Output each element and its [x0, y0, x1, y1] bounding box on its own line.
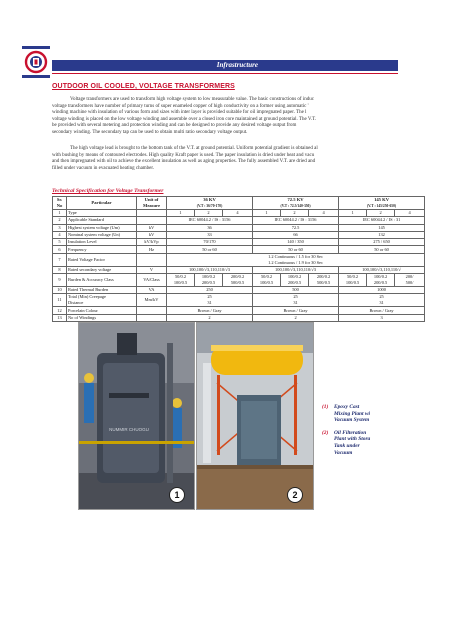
cell-unit: [137, 314, 167, 321]
value-text: 1.2 Continuous / 1.9 for 30 Sec: [268, 259, 323, 265]
value-text: 1: [351, 210, 354, 216]
cell-unit: [137, 307, 167, 314]
value-text: 50/0.2: [346, 274, 359, 280]
cell-particular: [67, 314, 137, 321]
cell-srno: 5: [53, 239, 67, 246]
cell-value: [339, 239, 425, 246]
cell-value: [339, 294, 425, 307]
caption-1: [322, 404, 402, 424]
paragraph-line: voltage winding is placed on the low voltage winding and assemble over a closed iron core maintained at ground potential. The V.T.: [52, 116, 317, 122]
value-text: 33: [207, 232, 212, 238]
value-text: 36: [207, 224, 212, 230]
epoxy-plant-illustration: [79, 323, 194, 509]
cell-unit: [137, 217, 167, 224]
cell-value: [339, 266, 425, 273]
paragraph-line: filled under vacuum in evacuated heating chamber.: [52, 165, 155, 171]
cell-unit: kV: [137, 231, 167, 238]
cell-value: [195, 210, 223, 217]
cell-value: [167, 217, 253, 224]
particular-text: Insulation Level: [68, 239, 97, 245]
value-text: 50/0.2: [174, 274, 187, 280]
cell-value: [281, 210, 309, 217]
paragraph-line: with bushing by means of contoured electrodes. High quality Kraft paper is used. The paper insulation is dried under heat and vacu: [52, 152, 315, 158]
cell-particular: [67, 217, 137, 224]
value-text: 200/: [405, 274, 414, 280]
paragraph-line: The high voltage lead is brought to the bottom tank of the V.T. at ground potential. Uniform potential gradient is obtained al: [70, 146, 318, 151]
value-text: 200/0.2: [316, 274, 331, 280]
value-text: 66: [293, 232, 298, 238]
caption-number: (2): [322, 429, 329, 436]
value-text: 4: [408, 210, 411, 216]
cell-unit: VA: [137, 287, 167, 294]
value-text: 100,100/√3,110,110/√3: [189, 266, 230, 272]
value-text: 1: [179, 210, 182, 216]
cell-value: [167, 231, 253, 238]
cell-srno: 3: [53, 224, 67, 231]
cell-value: [167, 266, 253, 273]
cell-value: [339, 314, 425, 321]
cell-value: [339, 217, 425, 224]
cell-unit: kV: [137, 224, 167, 231]
cell-value: [367, 274, 395, 287]
cell-value: [253, 217, 339, 224]
value-text: 250: [206, 287, 213, 293]
cell-value: [253, 266, 339, 273]
value-text: 100/0.5: [259, 280, 274, 286]
particular-text: Burden & Accuracy Class: [68, 277, 114, 283]
value-text: 500/0.5: [230, 280, 245, 286]
cell-value: [253, 314, 339, 321]
col-36kv: 36 KV (V.T : 36/70-170): [167, 197, 253, 210]
cell-unit: Mm/kV: [137, 294, 167, 307]
value-text: 100/0.2: [201, 274, 216, 280]
construction-paragraph: [52, 146, 398, 172]
particular-text: Rated secondary voltage: [68, 266, 112, 272]
value-text: Brown / Gray: [197, 307, 222, 313]
cell-value: [339, 224, 425, 231]
cell-srno: 12: [53, 307, 67, 314]
value-text: IEC 60044.2 / IS : 31: [362, 217, 401, 223]
cell-value: [167, 314, 253, 321]
cell-particular: [67, 266, 137, 273]
value-text: 200/0.5: [373, 280, 388, 286]
photo-epoxy-plant: [78, 322, 195, 510]
value-text: 100,100/√3,110,110/√3: [275, 266, 317, 272]
particular-text: Rated Thermal Burden: [68, 287, 109, 293]
particular-text: Nominal system voltage (Un): [68, 232, 121, 238]
value-text: 1.2 Continuous / 1.5 for 30 Sec: [268, 253, 323, 259]
cell-srno: 2: [53, 217, 67, 224]
particular-text: No of Windings: [68, 314, 97, 320]
cell-particular: [67, 231, 137, 238]
value-text: 1000: [377, 287, 386, 293]
company-logo: [22, 46, 50, 80]
particular-text: Rated Voltage Factor: [68, 256, 105, 262]
cell-unit: [137, 210, 167, 217]
cell-srno: 7: [53, 253, 67, 266]
table-row: [53, 231, 425, 238]
cell-particular: [67, 253, 137, 266]
value-text: Brown / Gray: [283, 307, 308, 313]
cell-value: [281, 274, 309, 287]
particular-text: Type: [68, 210, 77, 216]
paragraph-line: voltage transformers have number of primary turns of super enameled copper of high conductivity on a former using automatic ': [52, 103, 309, 109]
table-row: [53, 266, 425, 273]
table-row: [53, 274, 425, 287]
cell-value: [253, 307, 339, 314]
value-text: 500/0.5: [316, 280, 331, 286]
cell-unit: V: [137, 266, 167, 273]
col-particular: Particular: [67, 197, 137, 210]
table-row: [53, 246, 425, 253]
cell-srno: 10: [53, 287, 67, 294]
cell-value: [367, 210, 395, 217]
cell-srno: 11: [53, 294, 67, 307]
cell-value: [339, 210, 367, 217]
svg-text:NUMMIR CHUOGU: NUMMIR CHUOGU: [109, 427, 149, 432]
value-text: 100/0.5: [345, 280, 360, 286]
value-text: 50 or 60: [374, 246, 389, 252]
photo-captions: [322, 404, 402, 462]
cell-srno: 9: [53, 274, 67, 287]
value-text: 200/0.2: [230, 274, 245, 280]
cell-value: [195, 274, 223, 287]
particular-text: Applicable Standard: [68, 217, 104, 223]
cell-srno: 4: [53, 231, 67, 238]
banner-title: Infrastructure: [216, 61, 258, 69]
cell-particular: [67, 224, 137, 231]
table-row: [53, 314, 425, 321]
table-row: [53, 307, 425, 314]
cell-value: [339, 287, 425, 294]
value-text: 25: [207, 294, 212, 300]
cell-srno: 6: [53, 246, 67, 253]
value-text: 25: [379, 294, 384, 300]
table-row: [53, 224, 425, 231]
cell-value: [253, 287, 339, 294]
value-text: 50 or 60: [288, 246, 303, 252]
caption-text: Oil Filteration Plant with Stora Tank under Vacuum: [334, 429, 371, 456]
spec-table: [52, 196, 425, 322]
cell-value: [395, 210, 425, 217]
particular-text: Distance: [68, 300, 84, 306]
table-row: [53, 217, 425, 224]
value-text: 500: [292, 287, 299, 293]
paragraph-line: winding machine with insulation of various form and sizes with inter layer is provided suitable for oil impregnated paper. The l: [52, 110, 307, 116]
oil-plant-illustration: [197, 323, 313, 509]
paragraph-line: Voltage transformers are used to transform high voltage system to low measurable value. The basic constructions of induc: [70, 97, 314, 102]
cell-value: [167, 307, 253, 314]
cell-value: [395, 274, 425, 287]
value-text: 25: [293, 294, 298, 300]
cell-particular: [67, 210, 137, 217]
cell-value: [167, 224, 253, 231]
value-text: 100/0.2: [373, 274, 388, 280]
paragraph-line: and then impregnated with oil to achieve the excellent insulation as well as aging properties. The fully assembled V.T. are dried and: [52, 159, 316, 165]
cell-unit: kV/kVp: [137, 239, 167, 246]
value-text: 100/0.2: [287, 274, 302, 280]
cell-value: [223, 210, 253, 217]
cell-value: [339, 307, 425, 314]
caption-number: (1): [322, 404, 329, 410]
cell-value: [253, 210, 281, 217]
value-text: 100/0.5: [173, 280, 188, 286]
value-text: 50/0.2: [260, 274, 273, 280]
cell-particular: [67, 287, 137, 294]
value-text: 72.5: [291, 224, 300, 230]
value-text: IEC 60044.2 / IS : 3156: [188, 217, 231, 223]
value-text: 31: [293, 300, 298, 306]
cell-value: [167, 239, 253, 246]
value-text: 2: [207, 210, 210, 216]
photo-number-badge: 2: [287, 487, 303, 503]
value-text: 140 / 350: [287, 239, 304, 245]
table-heading: Technical Specification for Voltage Transformer: [52, 188, 164, 194]
col-72kv: 72.5 KV (V.T : 72.5/140-350): [253, 197, 339, 210]
cell-value: [253, 274, 281, 287]
cell-value: [309, 210, 339, 217]
cell-value: [253, 224, 339, 231]
value-text: 500/: [405, 280, 414, 286]
spec-table-body: [53, 210, 425, 322]
value-text: 275 / 650: [373, 239, 390, 245]
cell-particular: [67, 307, 137, 314]
paragraph-line: secondary winding. The secondary tap can be used to obtain multi ratio secondary voltage output.: [52, 129, 248, 135]
value-text: 100,100/√3,110,110/√: [362, 266, 401, 272]
cell-srno: 13: [53, 314, 67, 321]
table-row: [53, 253, 425, 266]
cell-value: [167, 210, 195, 217]
intro-paragraph: [52, 97, 398, 137]
particular-text: Frequency: [68, 246, 87, 252]
col-145kv: 145 KV (V.T : 145/250-650): [339, 197, 425, 210]
col-unit: Unit of Measure: [137, 197, 167, 210]
particular-text: Total (Min) Creepage: [68, 294, 106, 300]
photo-number-badge: 1: [169, 487, 185, 503]
value-text: 4: [322, 210, 325, 216]
table-row: [53, 210, 425, 217]
cell-value: [253, 239, 339, 246]
photo-oil-filtration-plant: [196, 322, 314, 510]
value-text: 4: [236, 210, 239, 216]
cell-unit: VA/Class: [137, 274, 167, 287]
table-row: [53, 287, 425, 294]
cell-value: [339, 231, 425, 238]
value-text: 2: [294, 314, 297, 320]
cell-value: [167, 253, 425, 266]
value-text: 31: [207, 300, 212, 306]
value-text: 2: [208, 314, 211, 320]
cell-particular: [67, 274, 137, 287]
caption-text: Epoxy Cast Mixing Plant wi Vacuum System: [334, 404, 370, 424]
cell-value: [167, 287, 253, 294]
table-header-row: [53, 197, 425, 210]
paragraph-line: be provided with several metering and protection winding and can be designed to provide any desired voltage output from: [52, 123, 297, 129]
value-text: 200/0.5: [201, 280, 216, 286]
caption-2: [322, 430, 402, 456]
particular-text: Highest system voltage (Um): [68, 224, 120, 230]
value-text: 50 or 60: [202, 246, 217, 252]
particular-text: Porcelain Colour: [68, 307, 98, 313]
cell-particular: [67, 294, 137, 307]
value-text: 70/170: [203, 239, 216, 245]
cell-value: [339, 246, 425, 253]
cell-value: [223, 274, 253, 287]
value-text: 2: [293, 210, 296, 216]
cell-value: [167, 294, 253, 307]
value-text: 200/0.5: [287, 280, 302, 286]
value-text: 132: [378, 232, 385, 238]
table-row: [53, 239, 425, 246]
value-text: Brown / Gray: [369, 307, 394, 313]
cell-value: [253, 294, 339, 307]
cell-srno: 8: [53, 266, 67, 273]
cell-value: [309, 274, 339, 287]
cell-particular: [67, 239, 137, 246]
article-title: OUTDOOR OIL COOLED, VOLTAGE TRANSFORMERS: [52, 83, 235, 90]
value-text: 31: [379, 300, 384, 306]
cell-srno: 1: [53, 210, 67, 217]
spec-table-container: [52, 196, 414, 320]
value-text: 1: [265, 210, 268, 216]
value-text: 3: [380, 314, 383, 320]
section-banner: [52, 60, 398, 71]
cell-value: [253, 246, 339, 253]
value-text: IEC 60044.2 / IS : 3156: [274, 217, 317, 223]
value-text: 145: [378, 224, 385, 230]
table-row: [53, 294, 425, 307]
value-text: 2: [379, 210, 382, 216]
cell-unit: [137, 253, 167, 266]
cell-unit: Hz: [137, 246, 167, 253]
cell-value: [167, 274, 195, 287]
cell-particular: [67, 246, 137, 253]
cell-value: [339, 274, 367, 287]
cell-value: [253, 231, 339, 238]
cell-value: [167, 246, 253, 253]
banner-divider: [52, 73, 398, 74]
col-srno: Sr. No: [53, 197, 67, 210]
